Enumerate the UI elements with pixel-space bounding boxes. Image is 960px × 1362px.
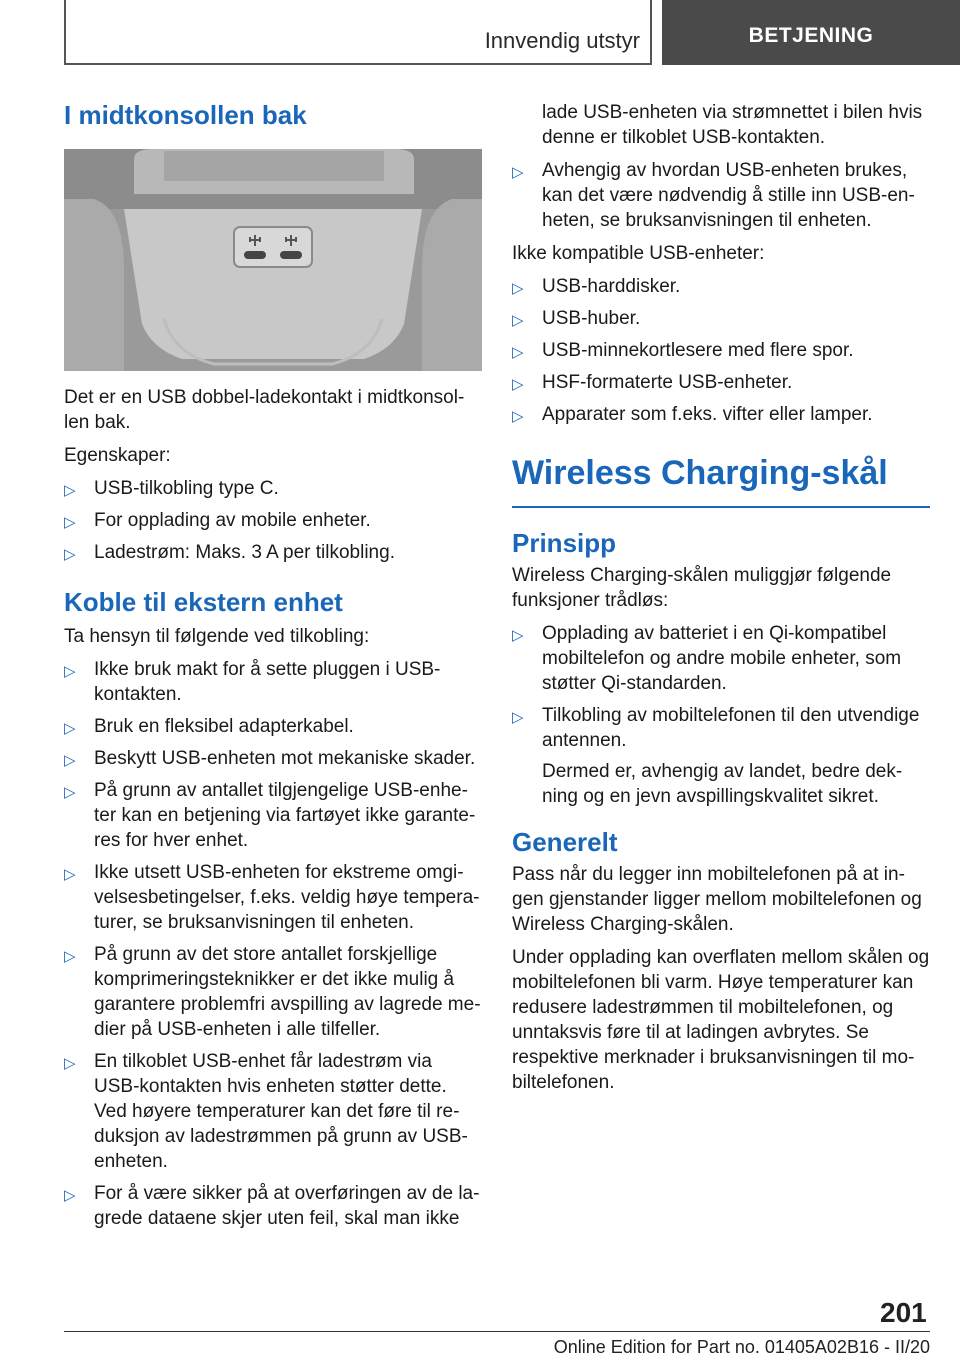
list-item: ▷ USB-tilkobling type C. [64, 476, 482, 501]
list-item: ▷ Beskytt USB-enheten mot mekaniske skader. [64, 746, 482, 771]
triangle-bullet-icon: ▷ [64, 720, 76, 738]
list-item: ▷ USB-harddisker. [512, 274, 930, 299]
footer-edition: Online Edition for Part no. 01405A02B16 - II/20 [553, 1337, 930, 1357]
triangle-bullet-icon: ▷ [512, 280, 524, 297]
paragraph: Egenskaper: [64, 445, 171, 467]
list-item: ▷ Ladestrøm: Maks. 3 A per tilkobling. [64, 540, 482, 565]
paragraph: Wireless Charging-skålen muliggjør følgende funksjoner trådløs: [512, 564, 892, 611]
header-rule-bottom [64, 63, 652, 65]
footer-rule [64, 1331, 930, 1332]
list-item: ▷ En tilkoblet USB-enhet får ladestrøm via USB-kontakten hvis enheten støtter dette. Ved høyere temperaturer kan det føre til reduksjon av ladestrømmen på grunn av USB-enheten. [64, 1051, 468, 1173]
paragraph: Det er en USB dobbel-ladekontakt i midtkonsollen bak. [64, 387, 465, 434]
list-item: ▷ Ikke utsett USB-enheten for ekstreme omgivelsesbetingelser, f.eks. veldig høye temperaturer, se bruksanvisningen til enheten. [64, 862, 480, 934]
right-column [512, 100, 930, 1103]
list-item: ▷ Tilkobling av mobiltelefonen til den utvendige antennen. [512, 704, 920, 751]
paragraph: Ta hensyn til følgende ved tilkobling: [64, 626, 370, 648]
triangle-bullet-icon: ▷ [64, 948, 76, 966]
triangle-bullet-icon: ▷ [512, 164, 524, 181]
connection-notes-list [64, 657, 482, 1231]
properties-list [64, 476, 482, 565]
triangle-bullet-icon: ▷ [512, 708, 524, 726]
triangle-bullet-icon: ▷ [512, 626, 524, 644]
triangle-bullet-icon: ▷ [512, 408, 524, 425]
title-rule [512, 506, 930, 508]
usb-socket-illustration [64, 149, 482, 371]
list-item: ▷ På grunn av antallet tilgjengelige USB-enheter kan en betjening via fartøyet ikke garanteres for hver enhet. [64, 780, 476, 852]
list-item: ▷ Opplading av batteriet i en Qi-kompatibel mobiltelefon og andre mobile enheter, som støtter Qi-standarden. [512, 622, 902, 694]
continued-list-text: lade USB-enheten via strømnettet i bilen hvis denne er tilkoblet USB-kontakten. [542, 102, 923, 148]
incompatible-devices-list [512, 274, 930, 427]
section-heading-rear-console: I midtkonsollen bak [64, 100, 307, 130]
header-chapter-tab [662, 0, 960, 65]
list-item: ▷ For opplading av mobile enheter. [64, 508, 482, 533]
header-rule-divider [650, 0, 652, 64]
list-item: ▷ Ikke bruk makt for å sette pluggen i USB-kontakten. [64, 659, 441, 706]
paragraph: Under opplading kan overflaten mellom skålen og mobiltelefonen bli varm. Høye temperaturer kan redusere ladestrømmen til mobiltelefonen, og unntaksvis føre til at ladingen avbrytes. Se respektive merknader i bruksanvisningen til mobiltelefonen. [512, 947, 930, 1094]
triangle-bullet-icon: ▷ [64, 784, 76, 802]
triangle-bullet-icon: ▷ [64, 546, 76, 564]
list-item: ▷ USB-minnekortlesere med flere spor. [512, 338, 930, 363]
triangle-bullet-icon: ▷ [64, 514, 76, 532]
paragraph: Pass når du legger inn mobiltelefonen på at ingen gjenstander ligger mellom mobiltelefonen og Wireless Charging-skålen. [512, 864, 922, 936]
list-item-note: Dermed er, avhengig av landet, bedre dekning og en jevn avspillingskvalitet sikret. [542, 760, 903, 807]
page-number: 201 [880, 1297, 927, 1328]
triangle-bullet-icon: ▷ [64, 482, 76, 500]
paragraph: Ikke kompatible USB-enheter: [512, 243, 765, 264]
triangle-bullet-icon: ▷ [64, 752, 76, 770]
list-item: ▷ Bruk en fleksibel adapterkabel. [64, 714, 482, 739]
triangle-bullet-icon: ▷ [512, 376, 524, 393]
section-heading-general: Generelt [512, 826, 618, 857]
header-section-title: Innvendig utstyr [484, 28, 640, 53]
triangle-bullet-icon: ▷ [64, 866, 76, 884]
triangle-bullet-icon: ▷ [512, 312, 524, 329]
usage-notes-list [512, 158, 930, 233]
functions-list [512, 621, 930, 753]
header-chapter-label: BETJENING [748, 23, 874, 47]
list-item: ▷ HSF-formaterte USB-enheter. [512, 370, 930, 395]
list-item: ▷ For å være sikker på at overføringen av de lagrede dataene skjer uten feil, skal man ikke [64, 1183, 480, 1230]
list-item: ▷ USB-huber. [512, 306, 930, 331]
triangle-bullet-icon: ▷ [64, 663, 76, 681]
triangle-bullet-icon: ▷ [512, 344, 524, 361]
section-heading-connect-device: Koble til ekstern enhet [64, 587, 343, 618]
chapter-title-wireless-charging: Wireless Charging-skål [512, 454, 888, 492]
list-item: ▷ På grunn av det store antallet forskjellige komprimeringsteknikker er det ikke mulig å garantere problemfri avspilling av lagrede medier på USB-enheten i alle tilfeller. [64, 944, 481, 1041]
list-item: ▷ Avhengig av hvordan USB-enheten brukes, kan det være nødvendig å stille inn USB-enheten, se bruksanvisningen til enheten. [512, 160, 915, 231]
left-column [64, 100, 482, 1239]
list-item: ▷ Apparater som f.eks. vifter eller lamper. [512, 402, 930, 427]
section-heading-principle: Prinsipp [512, 527, 617, 558]
triangle-bullet-icon: ▷ [64, 1055, 76, 1073]
header-rule-left [64, 0, 66, 64]
triangle-bullet-icon: ▷ [64, 1187, 76, 1205]
